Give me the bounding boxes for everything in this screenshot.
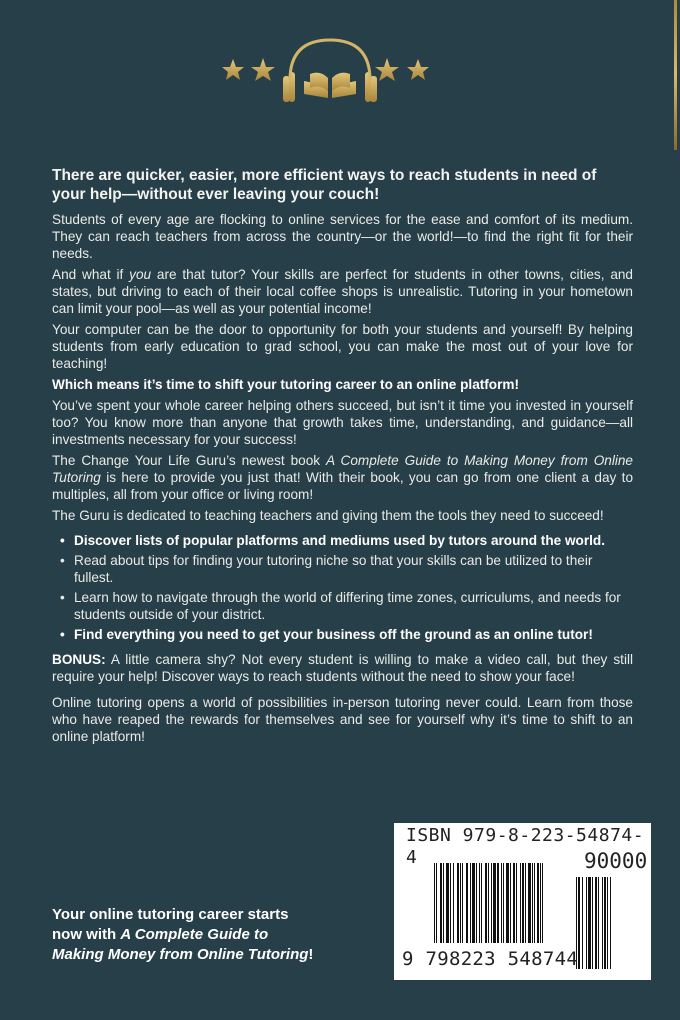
star-icon: [375, 58, 399, 81]
barcode-bar: [611, 877, 612, 969]
headphones-book-stars-icon: [220, 36, 440, 108]
headline: There are quicker, easier, more efficient ways to reach students in need of your help—without ever leaving your couch!: [52, 167, 597, 203]
isbn-barcode: [394, 823, 651, 980]
paragraph: Students of every age are flocking to online services for the ease and comfort of its medium. They can reach teachers from across the country—or the world!—to find the right fit for their needs.: [52, 212, 633, 261]
paragraph: And what if you are that tutor? Your skills are perfect for students in other towns, cities, and states, but driving to each of their local coffee shops is unrealistic. Tutoring in your hometown can limit your pool—as well as your potential income!: [52, 267, 633, 316]
footer-tagline: Your online tutoring career starts now with A Complete Guide to Making Money from Online Tutoring!: [52, 906, 314, 963]
star-icon: [251, 58, 275, 81]
back-cover-copy: [52, 166, 633, 749]
paragraph: The Change Your Life Guru’s newest book A Complete Guide to Making Money from Online Tutoring is here to provide you just that! With their book, you can go from one client a day to multiples, all from your office or living room!: [52, 453, 633, 502]
ean-number: 9 798223 548744: [402, 948, 579, 970]
star-icon: [222, 59, 244, 80]
paragraph: Your computer can be the door to opportunity for both your students and yourself! By helping students from early education to grad school, you can make the most out of your love for teaching!: [52, 322, 633, 371]
price-code: 90000: [584, 849, 648, 873]
addon-bars: [576, 877, 612, 969]
barcode-bar: [542, 863, 543, 943]
bullet-item: • Read about tips for finding your tutoring niche so that your skills can be utilized to their fullest.: [60, 552, 633, 586]
paragraph: You’ve spent your whole career helping others succeed, but isn’t it time you invested in yourself too? You know more than anyone that growth takes time, understanding, and guidance—all investments necessary for your success!: [52, 398, 633, 447]
star-icon: [407, 59, 429, 80]
ean-bars: [434, 863, 543, 943]
spine-gold-line: [674, 0, 677, 150]
bullet-list: [60, 532, 633, 643]
isbn-text: ISBN 979-8-223-54874-4: [406, 825, 645, 868]
closing-paragraph: Online tutoring opens a world of possibilities in-person tutoring never could. Learn from those who have reaped the rewards for themselves and see for yourself why it’s time to shift to an online platform!: [52, 695, 633, 744]
bold-paragraph: Which means it’s time to shift your tutoring career to an online platform!: [52, 377, 520, 392]
bullet-item: • Discover lists of popular platforms and mediums used by tutors around the world.: [60, 532, 633, 549]
bonus-paragraph: BONUS: A little camera shy? Not every student is willing to make a video call, but they still require your help! Discover ways to reach students without the need to show your face!: [52, 652, 633, 684]
bullet-item: • Find everything you need to get your business off the ground as an online tutor!: [60, 626, 633, 643]
paragraph: The Guru is dedicated to teaching teachers and giving them the tools they need to succeed!: [52, 508, 604, 523]
bullet-item: • Learn how to navigate through the world of differing time zones, curriculums, and needs for students outside of your district.: [60, 589, 633, 623]
